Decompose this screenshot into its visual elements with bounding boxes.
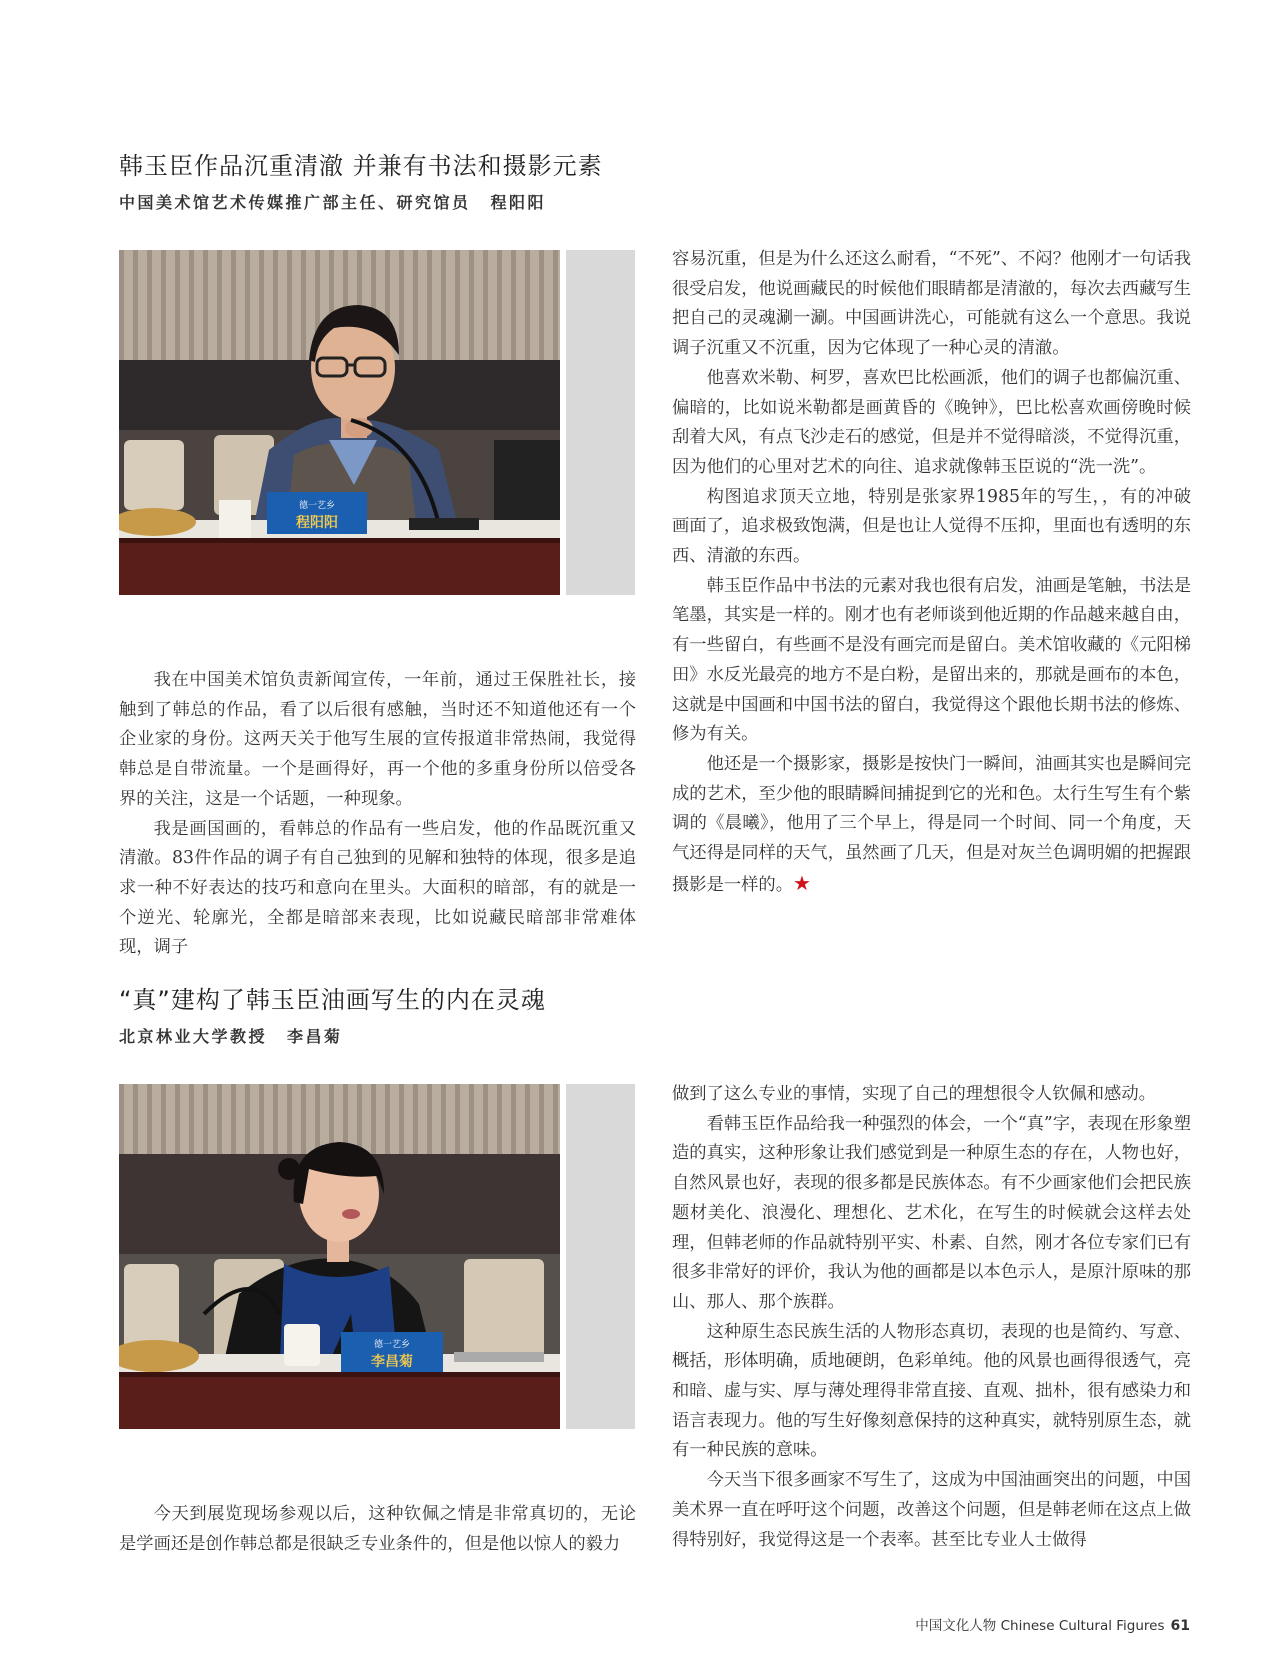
photo-cheng-yangyang [119,250,560,595]
article1-right-paragraph-4 [672,750,1191,901]
photo-side-bar-1 [566,250,635,595]
nameplate-name-2: 李昌菊 [371,1354,413,1370]
article2-byline-name: 李昌菊 [287,1027,343,1046]
article2-right-paragraph-1: 看韩玉臣作品给我一种强烈的体会，一个“真”字，表现在形象塑造的真实，这种形象让我们感觉到是一种原生态的存在，人物也好，自然风景也好，表现的很多都是民族体态。有不少画家他们会把民族题材美化、浪漫化、理想化、艺术化，在写生的时候就会这样去处理，但韩老师的作品就特别平实、朴素、自然，刚才各位专家们已有很多非常好的评价，我认为他的画都是以本色示人，是原汁原味的那山、那人、那个族群。 [672,1113,1191,1312]
end-star-icon: ★ [792,870,811,895]
article2-byline [119,1024,343,1047]
footer-magazine-name: 中国文化人物 Chinese Cultural Figures [915,1618,1165,1634]
article1-right-continuation: 容易沉重，但是为什么还这么耐看，“不死”、不闷？他刚才一句话我很受启发，他说画藏民的时候他们眼睛都是清澈的，每次去西藏写生把自己的灵魂涮一涮。中国画讲洗心，可能就有这么一个意思。我说调子沉重又不沉重，因为它体现了一种心灵的清澈。 [672,249,1191,359]
article1-title: 韩玉臣作品沉重清澈 并兼有书法和摄影元素 [119,152,603,180]
photo-side-bar-2 [566,1084,635,1429]
nameplate-name-1: 程阳阳 [296,515,338,531]
article1-byline-role: 中国美术馆艺术传媒推广部主任、研究馆员 [119,193,471,212]
article1-right-paragraph-3: 韩玉臣作品中书法的元素对我也很有启发，油画是笔触，书法是笔墨，其实是一样的。刚才也有老师谈到他近期的作品越来越自由，有一些留白，有些画不是没有画完而是留白。美术馆收藏的《元阳梯田》水反光最亮的地方不是白粉，是留出来的，那就是画布的本色，这就是中国画和中国书法的留白，我觉得这个跟他长期书法的修炼、修为有关。 [672,575,1191,745]
article1-right-paragraph-1: 他喜欢米勒、柯罗，喜欢巴比松画派，他们的调子也都偏沉重、偏暗的，比如说米勒都是画黄昏的《晚钟》，巴比松喜欢画傍晚时候刮着大风，有点飞沙走石的感觉，但是并不觉得暗淡，不觉得沉重，因为他们的心里对艺术的向往、追求就像韩玉臣说的“洗一洗”。 [672,367,1191,477]
article1-byline-name: 程阳阳 [490,193,547,212]
article2-left-paragraph-1: 今天到展览现场参观以后，这种钦佩之情是非常真切的，无论是学画还是创作韩总都是很缺乏专业条件的，但是他以惊人的毅力 [119,1504,636,1554]
nameplate-header-2: 德一艺乡 [373,1340,411,1350]
article1-right-paragraph-2: 构图追求顶天立地，特别是张家界1985年的写生，，有的冲破画面了，追求极致饱满，但是也让人觉得不压抑，里面也有透明的东西、清澈的东西。 [672,486,1191,567]
article2-title: “真”建构了韩玉臣油画写生的内在灵魂 [119,986,546,1014]
article1-left-paragraph-1: 我在中国美术馆负责新闻宣传，一年前，通过王保胜社长，接触到了韩总的作品，看了以后很有感触，当时还不知道他还有一个企业家的身份。这两天关于他写生展的宣传报道非常热闹，我觉得韩总是自带流量。一个是画得好，再一个他的多重身份所以倍受各界的关注，这是一个话题，一种现象。 [119,670,636,809]
article1-right-paragraph-4-text: 他还是一个摄影家，摄影是按快门一瞬间，油画其实也是瞬间完成的艺术，至少他的眼睛瞬间捕捉到它的光和色。太行生写生有个紫调的《晨曦》，他用了三个早上，得是同一个时间、同一个角度，天气还得是同样的天气，虽然画了几天，但是对灰兰色调明媚的把握跟摄影是一样的。 [672,753,1191,895]
article2-byline-role: 北京林业大学教授 [119,1027,268,1046]
portrait-illustration-2 [119,1084,560,1429]
article2-right-continuation: 做到了这么专业的事情，实现了自己的理想很令人钦佩和感动。 [672,1084,1156,1104]
nameplate-header-1: 德一艺乡 [298,501,336,511]
page-footer [915,1614,1190,1634]
photo-li-changju [119,1084,560,1429]
portrait-illustration-1 [119,250,560,595]
page-number: 61 [1170,1618,1190,1634]
article2-right-column [672,1080,1191,1555]
article1-byline [119,190,546,213]
article1-left-paragraph-2: 我是画国画的，看韩总的作品有一些启发，他的作品既沉重又清澈。83件作品的调子有自己独到的见解和独特的体现，很多是追求一种不好表达的技巧和意向在里头。大面积的暗部，有的就是一个逆光、轮廓光，全都是暗部来表现，比如说藏民暗部非常难体现，调子 [119,818,636,958]
article1-right-column [672,245,1191,900]
article2-right-paragraph-3: 今天当下很多画家不写生了，这成为中国油画突出的问题，中国美术界一直在呼吁这个问题，改善这个问题，但是韩老师在这点上做得特别好，我觉得这是一个表率。甚至比专业人士做得 [672,1470,1191,1550]
article2-right-paragraph-2: 这种原生态民族生活的人物形态真切，表现的也是简约、写意、概括，形体明确，质地硬朗，色彩单纯。他的风景也画得很透气，亮和暗、虚与实、厚与薄处理得非常直接、直观、拙朴，很有感染力和语言表现力。他的写生好像刻意保持的这种真实，就特别原生态，就有一种民族的意味。 [672,1321,1191,1461]
article2-left-column [119,1500,636,1559]
article1-left-column [119,666,636,963]
